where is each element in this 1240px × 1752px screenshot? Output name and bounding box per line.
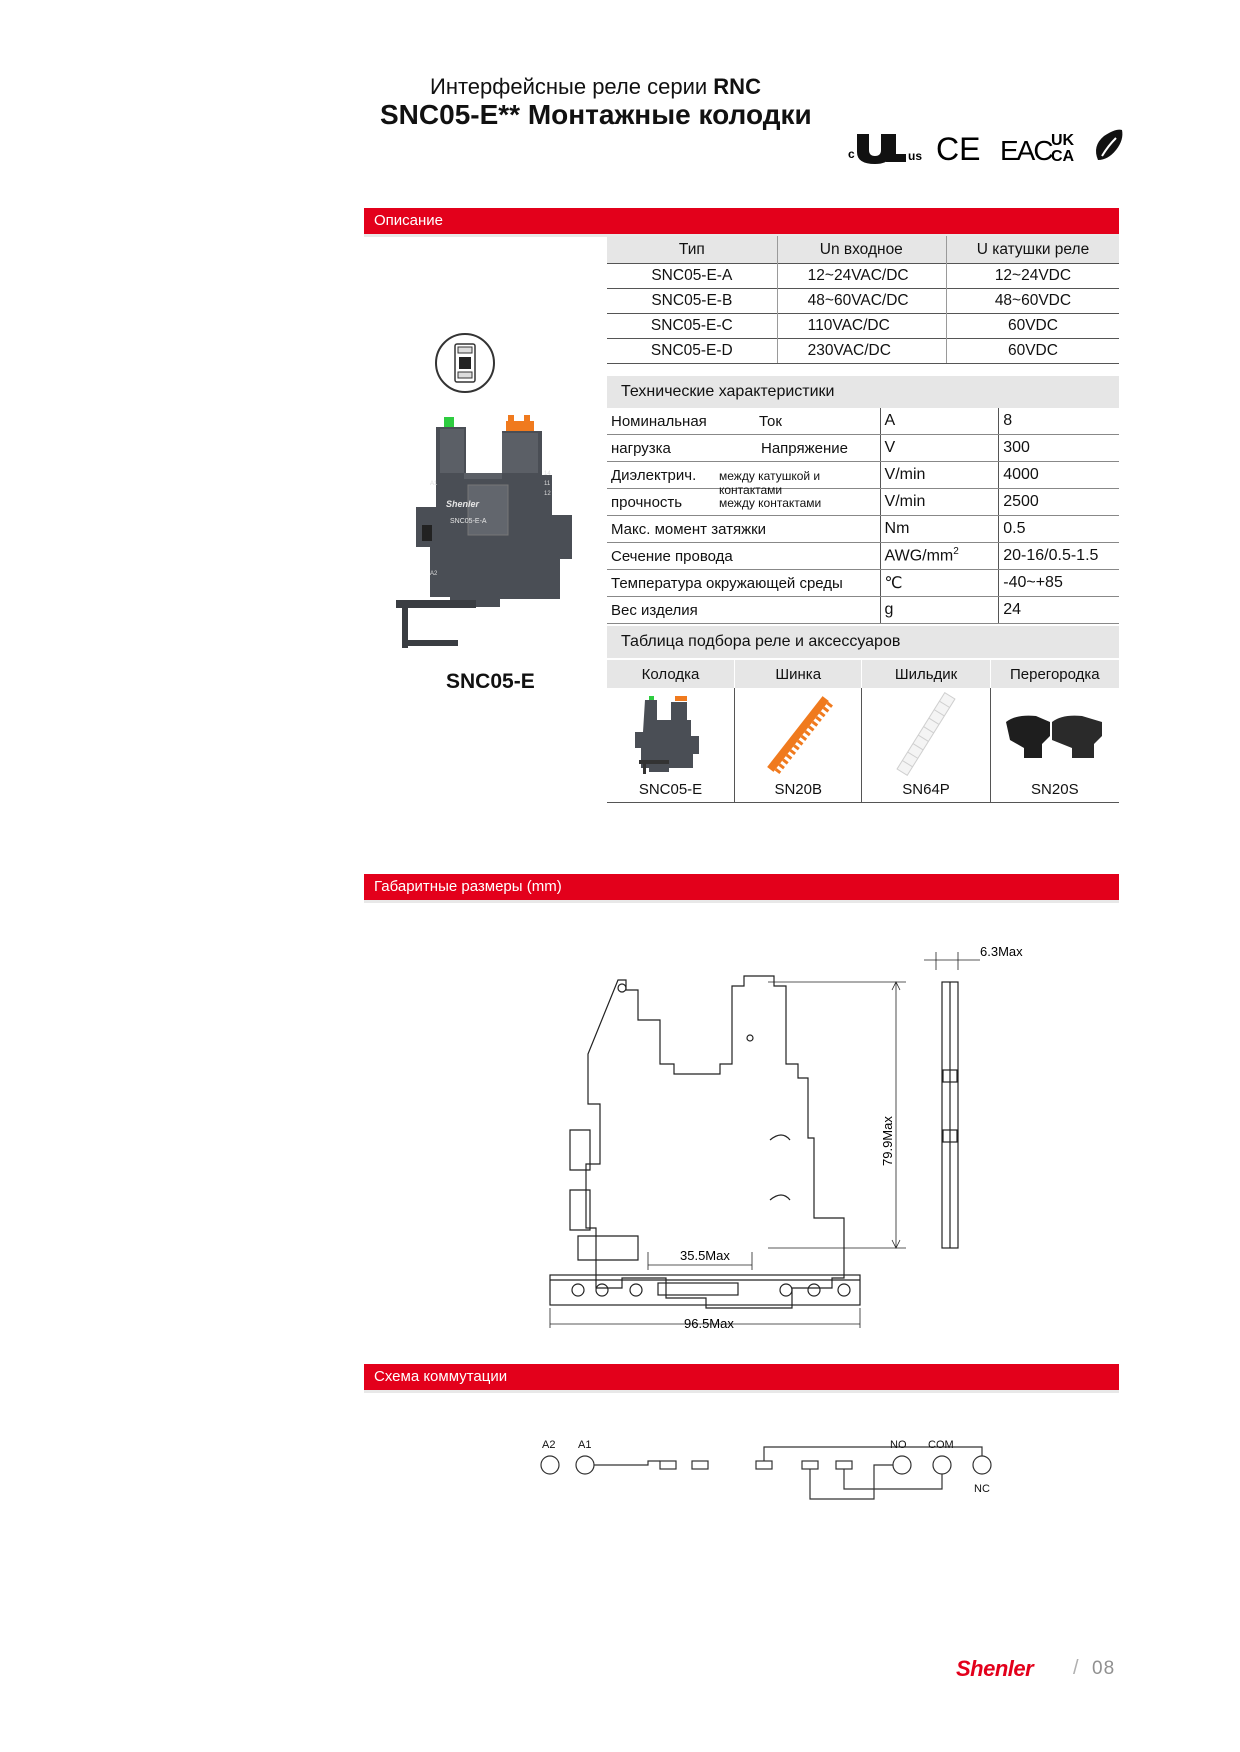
dim-depth: 6.3Max [980, 944, 1023, 959]
terminal-a2 [541, 1456, 559, 1474]
ce-icon: CE [936, 131, 981, 164]
acc-name: SN20B [774, 781, 822, 798]
dielectric-contacts-name: между контактами [719, 496, 822, 510]
terminal-no [893, 1456, 911, 1474]
spec-unit-sup: 2 [953, 546, 959, 558]
spec-value: 24 [999, 597, 1119, 624]
type-table-header-row [607, 236, 1119, 264]
type-table [607, 236, 1119, 364]
input-cell: 12~24VAC/DC [777, 264, 946, 289]
acc-cell-busbar [734, 688, 861, 803]
spec-label: Вес изделия [607, 597, 880, 624]
type-cell: SNC05-E-A [607, 264, 777, 289]
accessories-heading: Таблица подбора реле и аксессуаров [607, 626, 1119, 658]
section-bar-dimensions [364, 874, 1119, 900]
label-no: NO [890, 1439, 907, 1451]
footer-brand-logo: Shenler [956, 1656, 1034, 1681]
dielectric-label-2: прочность [611, 494, 683, 511]
table-row [607, 339, 1119, 364]
acc-name: SN64P [902, 781, 950, 798]
dielectric-label-1: Диэлектрич. [611, 467, 697, 484]
dim-rail: 35.5Max [680, 1248, 730, 1263]
ukca-ca-text: CA [1051, 148, 1075, 164]
label-a1: A1 [578, 1439, 592, 1451]
table-row [607, 289, 1119, 314]
eac-icon: EAC [1000, 135, 1052, 164]
rohs-leaf-icon [1096, 130, 1122, 160]
type-cell: SNC05-E-D [607, 339, 777, 364]
ukca-icon [1051, 132, 1075, 164]
spec-unit: V/min [880, 462, 999, 489]
ukca-uk-text: UK [1051, 132, 1075, 149]
type-header-input: Un входное [777, 236, 946, 264]
dielectric-coil-contacts-name: между катушкой и контактами [719, 469, 821, 497]
separator-thumbnail [1000, 692, 1110, 776]
contact-symbol-1 [756, 1461, 772, 1469]
coil-cell: 60VDC [946, 314, 1119, 339]
coil-symbol-2 [692, 1461, 708, 1469]
spec-value: 2500 [999, 489, 1119, 516]
type-header-type: Тип [607, 236, 777, 264]
section-bar-wiring [364, 1364, 1119, 1390]
spec-label: Сечение провода [607, 543, 880, 570]
product-image-snc05-e [386, 415, 586, 660]
wiring-diagram [520, 1430, 1020, 1540]
spec-label: Макс. момент затяжки [607, 516, 880, 543]
certification-marks [848, 128, 1128, 164]
spec-unit: ℃ [880, 570, 999, 597]
acc-cell-socket [607, 688, 734, 803]
section-title: Схема коммутации [374, 1368, 508, 1385]
printed-14: 14 [544, 471, 551, 477]
table-row [607, 408, 1119, 435]
dim-height: 79.9Max [880, 1116, 895, 1166]
dim-length: 96.5Max [684, 1316, 734, 1330]
printed-12: 12 [544, 491, 551, 497]
accessories-row [607, 688, 1119, 803]
subtitle-prefix: Интерфейсные реле серии [430, 74, 708, 99]
cul-c-text: c [848, 147, 855, 161]
acc-cell-marker [862, 688, 990, 803]
document-title: SNC05-E** Монтажные колодки [380, 99, 812, 130]
coil-symbol-1 [660, 1461, 676, 1469]
type-cell: SNC05-E-C [607, 314, 777, 339]
acc-name: SN20S [1031, 781, 1079, 798]
coil-cell: 60VDC [946, 339, 1119, 364]
page-number: 08 [1092, 1658, 1116, 1679]
table-row [607, 597, 1119, 624]
section-bar-description [364, 208, 1119, 234]
specs-table [607, 408, 1119, 624]
label-a2: A2 [542, 1439, 556, 1451]
printed-a1: A1 [430, 481, 438, 487]
table-row [607, 570, 1119, 597]
spec-unit: V/min [880, 489, 999, 516]
table-row [607, 543, 1119, 570]
spec-label: Температура окружающей среды [607, 570, 880, 597]
acc-header-separator: Перегородка [990, 660, 1119, 688]
contact-symbol-2 [802, 1461, 818, 1469]
acc-cell-separator [990, 688, 1119, 803]
input-cell: 48~60VAC/DC [777, 289, 946, 314]
table-row [607, 489, 1119, 516]
type-header-coil: U катушки реле [946, 236, 1119, 264]
label-nc: NC [974, 1483, 990, 1495]
busbar-thumbnail [753, 692, 843, 776]
table-row [607, 435, 1119, 462]
rated-load-label-1: Номинальная [611, 413, 707, 430]
spec-value: 0.5 [999, 516, 1119, 543]
socket-thumbnail [635, 692, 705, 776]
cul-us-text: us [908, 149, 923, 163]
acc-header-busbar: Шинка [734, 660, 861, 688]
label-com: COM [928, 1439, 954, 1451]
printed-a2: A2 [430, 571, 438, 577]
coil-cell: 12~24VDC [946, 264, 1119, 289]
acc-name: SNC05-E [638, 781, 703, 798]
rated-load-label-2: нагрузка [611, 440, 671, 457]
spec-unit: A [880, 408, 999, 435]
spec-unit: AWG/mm [884, 547, 954, 565]
rated-current-name: Ток [759, 413, 782, 430]
spec-value: 300 [999, 435, 1119, 462]
spec-unit: g [880, 597, 999, 624]
type-cell: SNC05-E-B [607, 289, 777, 314]
contact-symbol-3 [836, 1461, 852, 1469]
rated-voltage-name: Напряжение [761, 440, 848, 457]
footer-separator: / [1073, 1657, 1079, 1679]
spec-value: 20-16/0.5-1.5 [999, 543, 1119, 570]
marker-thumbnail [881, 692, 971, 776]
table-row [607, 516, 1119, 543]
product-model-label: SNC05-E [446, 670, 535, 693]
table-row [607, 462, 1119, 489]
terminal-a1 [576, 1456, 594, 1474]
spec-unit: Nm [880, 516, 999, 543]
spec-value: 8 [999, 408, 1119, 435]
cul-us-icon [848, 134, 922, 164]
printed-11: 11 [544, 481, 551, 487]
table-row [607, 264, 1119, 289]
table-row [607, 314, 1119, 339]
coil-cell: 48~60VDC [946, 289, 1119, 314]
printed-brand: Shenler [446, 499, 480, 509]
terminal-nc [973, 1456, 991, 1474]
acc-header-marker: Шильдик [862, 660, 990, 688]
input-cell: 110VAC/DC [777, 314, 946, 339]
accessories-header-row [607, 660, 1119, 688]
subtitle-series: RNC [713, 74, 761, 99]
section-title: Описание [374, 212, 444, 229]
printed-model: SNC05-E-A [450, 518, 487, 525]
document-subtitle [430, 74, 761, 100]
dimension-drawing [540, 930, 1040, 1330]
specs-heading: Технические характеристики [607, 376, 1119, 408]
input-cell: 230VAC/DC [777, 339, 946, 364]
spec-unit-cell [880, 543, 999, 570]
accessories-table [607, 660, 1119, 803]
relay-module-icon [434, 332, 496, 394]
section-title: Габаритные размеры (mm) [374, 878, 562, 895]
spec-value: 4000 [999, 462, 1119, 489]
acc-header-socket: Колодка [607, 660, 734, 688]
spec-value: -40~+85 [999, 570, 1119, 597]
spec-unit: V [880, 435, 999, 462]
terminal-com [933, 1456, 951, 1474]
